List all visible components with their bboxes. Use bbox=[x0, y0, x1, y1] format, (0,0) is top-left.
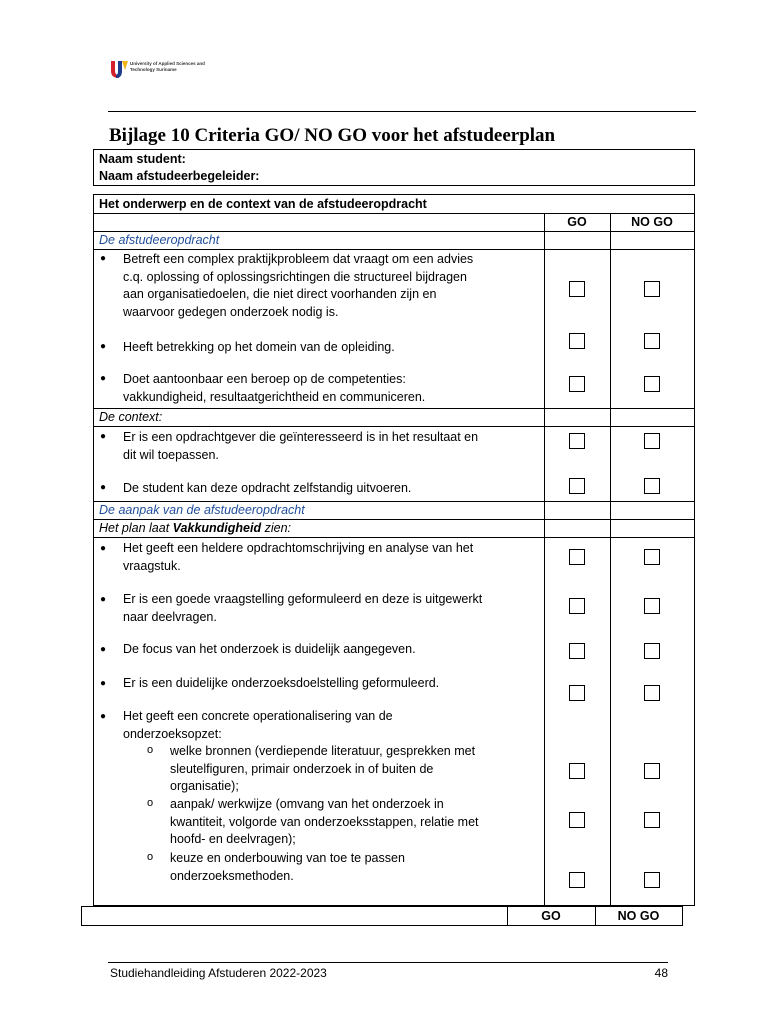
sub-criterion-line: sleutelfiguren, primair onderzoek in of buiten de bbox=[170, 761, 434, 776]
bullet-icon: ● bbox=[100, 431, 107, 442]
logo-line-2: Technology Suriname bbox=[130, 67, 177, 72]
page-number: 48 bbox=[654, 966, 668, 980]
summary-row bbox=[81, 906, 683, 926]
section-aanpak: De aanpak van de afstudeeropdracht bbox=[99, 503, 305, 517]
bullet-icon: ● bbox=[100, 644, 107, 655]
criterion-line: De student kan deze opdracht zelfstandig uitvoeren. bbox=[123, 481, 412, 495]
nogo-checkbox[interactable] bbox=[644, 549, 660, 565]
footer-divider bbox=[108, 962, 668, 963]
logo-text bbox=[130, 61, 205, 73]
criterion-line: Er is een goede vraagstelling geformuleerd en deze is uitgewerkt bbox=[123, 592, 483, 606]
nogo-checkbox[interactable] bbox=[644, 333, 660, 349]
student-info-box bbox=[93, 149, 695, 186]
column-header-go: GO bbox=[567, 215, 587, 229]
go-checkbox[interactable] bbox=[569, 872, 585, 888]
go-checkbox[interactable] bbox=[569, 433, 585, 449]
page-title: Bijlage 10 Criteria GO/ NO GO voor het afstudeerplan bbox=[109, 125, 556, 146]
circle-bullet-icon: o bbox=[147, 851, 154, 863]
table-heading: Het onderwerp en de context van de afstudeeropdracht bbox=[99, 197, 427, 211]
footer-document-title: Studiehandleiding Afstuderen 2022-2023 bbox=[110, 966, 327, 980]
criterion-line: vakkundigheid, resultaatgerichtheid en communiceren. bbox=[123, 389, 426, 404]
sub-criterion-line: organisatie); bbox=[170, 779, 239, 793]
go-checkbox[interactable] bbox=[569, 281, 585, 297]
sub-criterion-line: welke bronnen (verdiepende literatuur, gesprekken met bbox=[170, 744, 476, 758]
criterion-line: aan organisatiedoelen, die niet direct voorhanden zijn en bbox=[123, 287, 437, 301]
bullet-icon: ● bbox=[100, 594, 107, 605]
go-checkbox[interactable] bbox=[569, 643, 585, 659]
nogo-checkbox[interactable] bbox=[644, 598, 660, 614]
row-divider bbox=[94, 426, 694, 427]
criterion-line: vraagstuk. bbox=[123, 558, 181, 573]
bullet-icon: ● bbox=[100, 678, 107, 689]
sub-criterion-line: aanpak/ werkwijze (omvang van het onderzoek in bbox=[170, 797, 444, 811]
sub-criterion-line: hoofd- en deelvragen); bbox=[170, 832, 296, 846]
supervisor-name-label: Naam afstudeerbegeleider: bbox=[99, 169, 260, 183]
criterion-line: Er is een opdrachtgever die geïnteresseerd is in het resultaat en bbox=[123, 430, 479, 444]
criterion-line: Er is een duidelijke onderzoeksdoelstelling geformuleerd. bbox=[123, 676, 440, 690]
criterion-line: naar deelvragen. bbox=[123, 609, 217, 624]
nogo-checkbox[interactable] bbox=[644, 763, 660, 779]
criteria-table bbox=[93, 194, 695, 906]
criterion-line: De focus van het onderzoek is duidelijk aangegeven. bbox=[123, 642, 416, 656]
nogo-checkbox[interactable] bbox=[644, 643, 660, 659]
nogo-checkbox[interactable] bbox=[644, 478, 660, 494]
nogo-checkbox[interactable] bbox=[644, 685, 660, 701]
row-divider bbox=[94, 408, 694, 409]
section-context: De context: bbox=[99, 410, 163, 424]
bullet-icon: ● bbox=[100, 543, 107, 554]
sub-criterion-line: kwantiteit, volgorde van onderzoeksstappen, relatie met bbox=[170, 814, 479, 829]
plan-suffix: zien: bbox=[261, 521, 292, 535]
go-checkbox[interactable] bbox=[569, 376, 585, 392]
criterion-line: Heeft betrekking op het domein van de opleiding. bbox=[123, 340, 395, 354]
summary-nogo-label: NO GO bbox=[617, 909, 660, 923]
plan-prefix: Het plan laat bbox=[99, 521, 173, 535]
summary-go-label: GO bbox=[541, 909, 561, 923]
criterion-line: onderzoeksopzet: bbox=[123, 726, 222, 741]
criterion-line: Betreft een complex praktijkprobleem dat vraagt om een advies bbox=[123, 252, 474, 266]
column-header-nogo: NO GO bbox=[631, 215, 673, 229]
nogo-checkbox[interactable] bbox=[644, 812, 660, 828]
criterion-line: Doet aantoonbaar een beroep op de competenties: bbox=[123, 372, 406, 386]
go-checkbox[interactable] bbox=[569, 812, 585, 828]
bullet-icon: ● bbox=[100, 373, 107, 384]
criterion-line: c.q. oplossing of oplossingsrichtingen die structureel bijdragen bbox=[123, 269, 467, 284]
go-checkbox[interactable] bbox=[569, 333, 585, 349]
circle-bullet-icon: o bbox=[147, 744, 154, 756]
logo-icon bbox=[108, 58, 130, 80]
plan-bold: Vakkundigheid bbox=[172, 521, 262, 535]
criterion-line: waarvoor gedegen onderzoek nodig is. bbox=[123, 304, 339, 319]
go-checkbox[interactable] bbox=[569, 685, 585, 701]
go-checkbox[interactable] bbox=[569, 478, 585, 494]
criterion-line: Het geeft een heldere opdrachtomschrijving en analyse van het bbox=[123, 541, 474, 555]
plan-vakkundigheid-label bbox=[99, 520, 291, 538]
nogo-checkbox[interactable] bbox=[644, 281, 660, 297]
section-afstudeeropdracht: De afstudeeropdracht bbox=[99, 233, 220, 247]
bullet-icon: ● bbox=[100, 482, 107, 493]
nogo-checkbox[interactable] bbox=[644, 433, 660, 449]
nogo-checkbox[interactable] bbox=[644, 376, 660, 392]
go-checkbox[interactable] bbox=[569, 598, 585, 614]
sub-criterion-line: keuze en onderbouwing van toe te passen bbox=[170, 851, 405, 865]
nogo-checkbox[interactable] bbox=[644, 872, 660, 888]
logo-line-1: University of Applied Sciences and bbox=[130, 61, 205, 66]
circle-bullet-icon: o bbox=[147, 797, 154, 809]
go-checkbox[interactable] bbox=[569, 549, 585, 565]
go-checkbox[interactable] bbox=[569, 763, 585, 779]
bullet-icon: ● bbox=[100, 341, 107, 352]
bullet-icon: ● bbox=[100, 253, 107, 264]
criterion-line: dit wil toepassen. bbox=[123, 447, 219, 462]
header-divider bbox=[108, 111, 696, 112]
column-divider-nogo bbox=[610, 213, 611, 905]
sub-criterion-line: onderzoeksmethoden. bbox=[170, 868, 294, 883]
column-divider-go bbox=[544, 213, 545, 905]
criterion-line: Het geeft een concrete operationalisering van de bbox=[123, 709, 393, 723]
bullet-icon: ● bbox=[100, 711, 107, 722]
university-logo bbox=[108, 58, 248, 80]
student-name-label: Naam student: bbox=[99, 152, 186, 166]
